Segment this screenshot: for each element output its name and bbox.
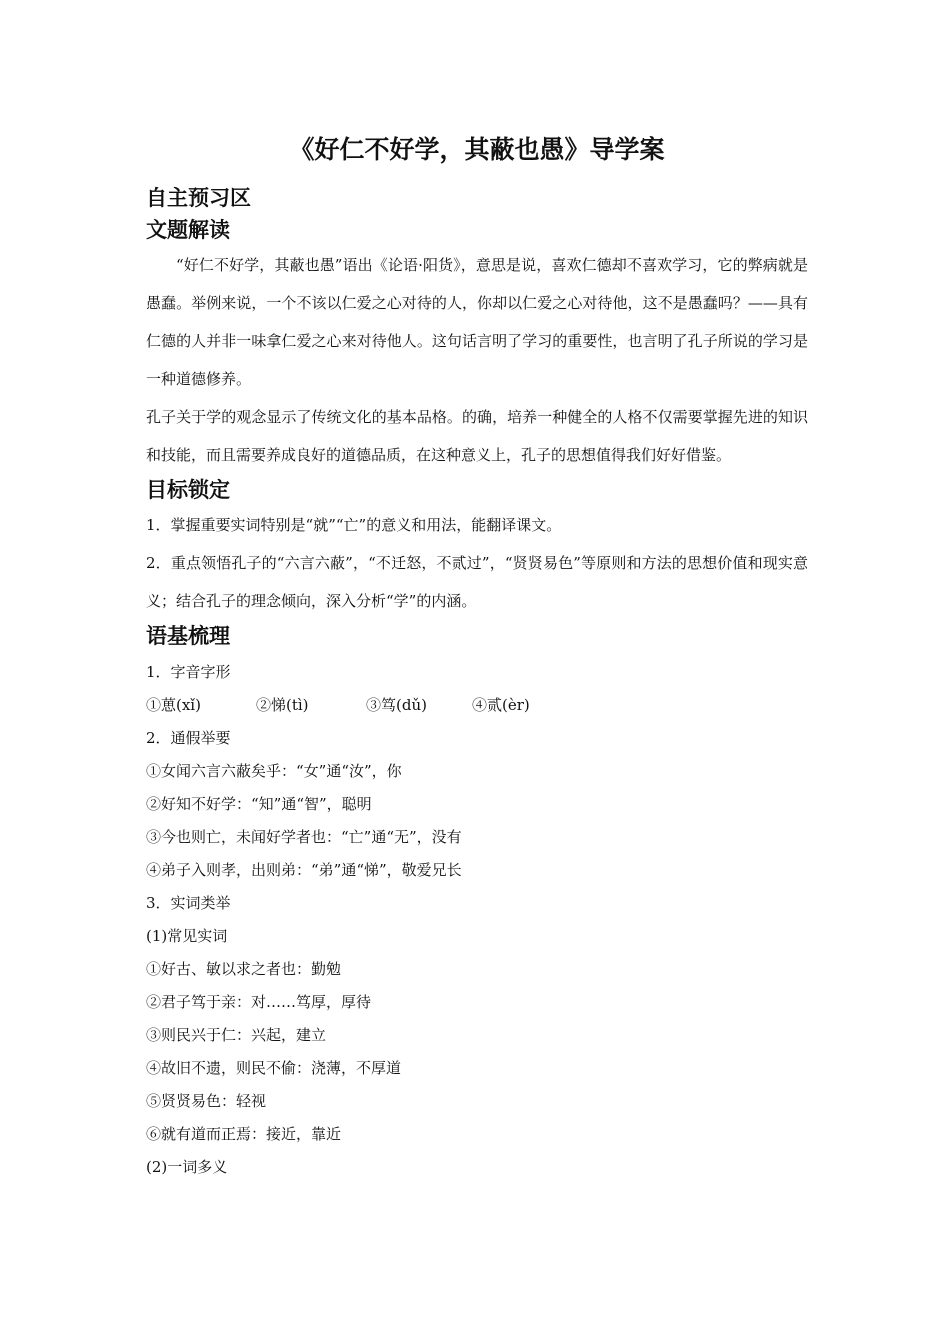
section-heading-basics: 语基梳理: [146, 624, 230, 648]
tongjia-item: ③今也则亡，未闻好学者也：“亡”通“无”，没有: [146, 828, 462, 846]
subheading-shici: 3．实词类举: [146, 894, 231, 912]
subheading-common-shici: (1)常见实词: [146, 927, 228, 945]
section-heading-preview: 自主预习区: [146, 186, 251, 210]
shici-item: ②君子笃于亲：对……笃厚，厚待: [146, 993, 372, 1011]
subheading-pronunciation: 1．字音字形: [146, 663, 231, 681]
document-title: 《好仁不好学，其蔽也愚》导学案: [289, 135, 665, 164]
pronunciation-item: ④贰(èr): [472, 696, 530, 714]
goal-item-1: 1．掌握重要实词特别是“就”“亡”的意义和用法，能翻译课文。: [146, 516, 562, 534]
tongjia-item: ①女闻六言六蔽矣乎：“女”通“汝”，你: [146, 762, 402, 780]
subheading-polysemy: (2)一词多义: [146, 1158, 228, 1176]
shici-item: ⑥就有道而正焉：接近，靠近: [146, 1125, 342, 1143]
interpretation-paragraph-1: “好仁不好学，其蔽也愚”语出《论语·阳货》，意思是说，喜欢仁德却不喜欢学习，它的弊病就是愚蠢。举例来说，一个不该以仁爱之心对待的人，你却以仁爱之心对待他，这不是愚蠢吗？——具有仁德的人并非一味拿仁爱之心来对待他人。这句话言明了学习的重要性，也言明了孔子所说的学习是一种道德修养。: [146, 256, 808, 388]
interpretation-paragraph-2: 孔子关于学的观念显示了传统文化的基本品格。的确，培养一种健全的人格不仅需要掌握先进的知识和技能，而且需要养成良好的道德品质，在这种意义上，孔子的思想值得我们好好借鉴。: [146, 408, 808, 464]
shici-item: ①好古、敏以求之者也：勤勉: [146, 960, 342, 978]
tongjia-item: ④弟子入则孝，出则弟：“弟”通“悌”，敬爱兄长: [146, 861, 462, 879]
pronunciation-item: ③笃(dǔ): [366, 696, 427, 714]
shici-item: ④故旧不遗，则民不偷：浇薄，不厚道: [146, 1059, 402, 1077]
goal-item-2: 2．重点领悟孔子的“六言六蔽”，“不迁怒，不贰过”，“贤贤易色”等原则和方法的思想价值和现实意义；结合孔子的理念倾向，深入分析“学”的内涵。: [146, 554, 808, 610]
section-heading-goals: 目标锁定: [146, 478, 230, 502]
pronunciation-item: ①葸(xǐ): [146, 696, 201, 714]
subheading-tongjia: 2．通假举要: [146, 729, 231, 747]
section-heading-interpretation: 文题解读: [146, 218, 230, 242]
shici-item: ③则民兴于仁：兴起，建立: [146, 1026, 327, 1044]
pronunciation-row: [146, 689, 808, 722]
document-page: [146, 128, 808, 1184]
pronunciation-item: ②悌(tì): [256, 696, 309, 714]
tongjia-item: ②好知不好学：“知”通“智”，聪明: [146, 795, 372, 813]
shici-item: ⑤贤贤易色：轻视: [146, 1092, 267, 1110]
